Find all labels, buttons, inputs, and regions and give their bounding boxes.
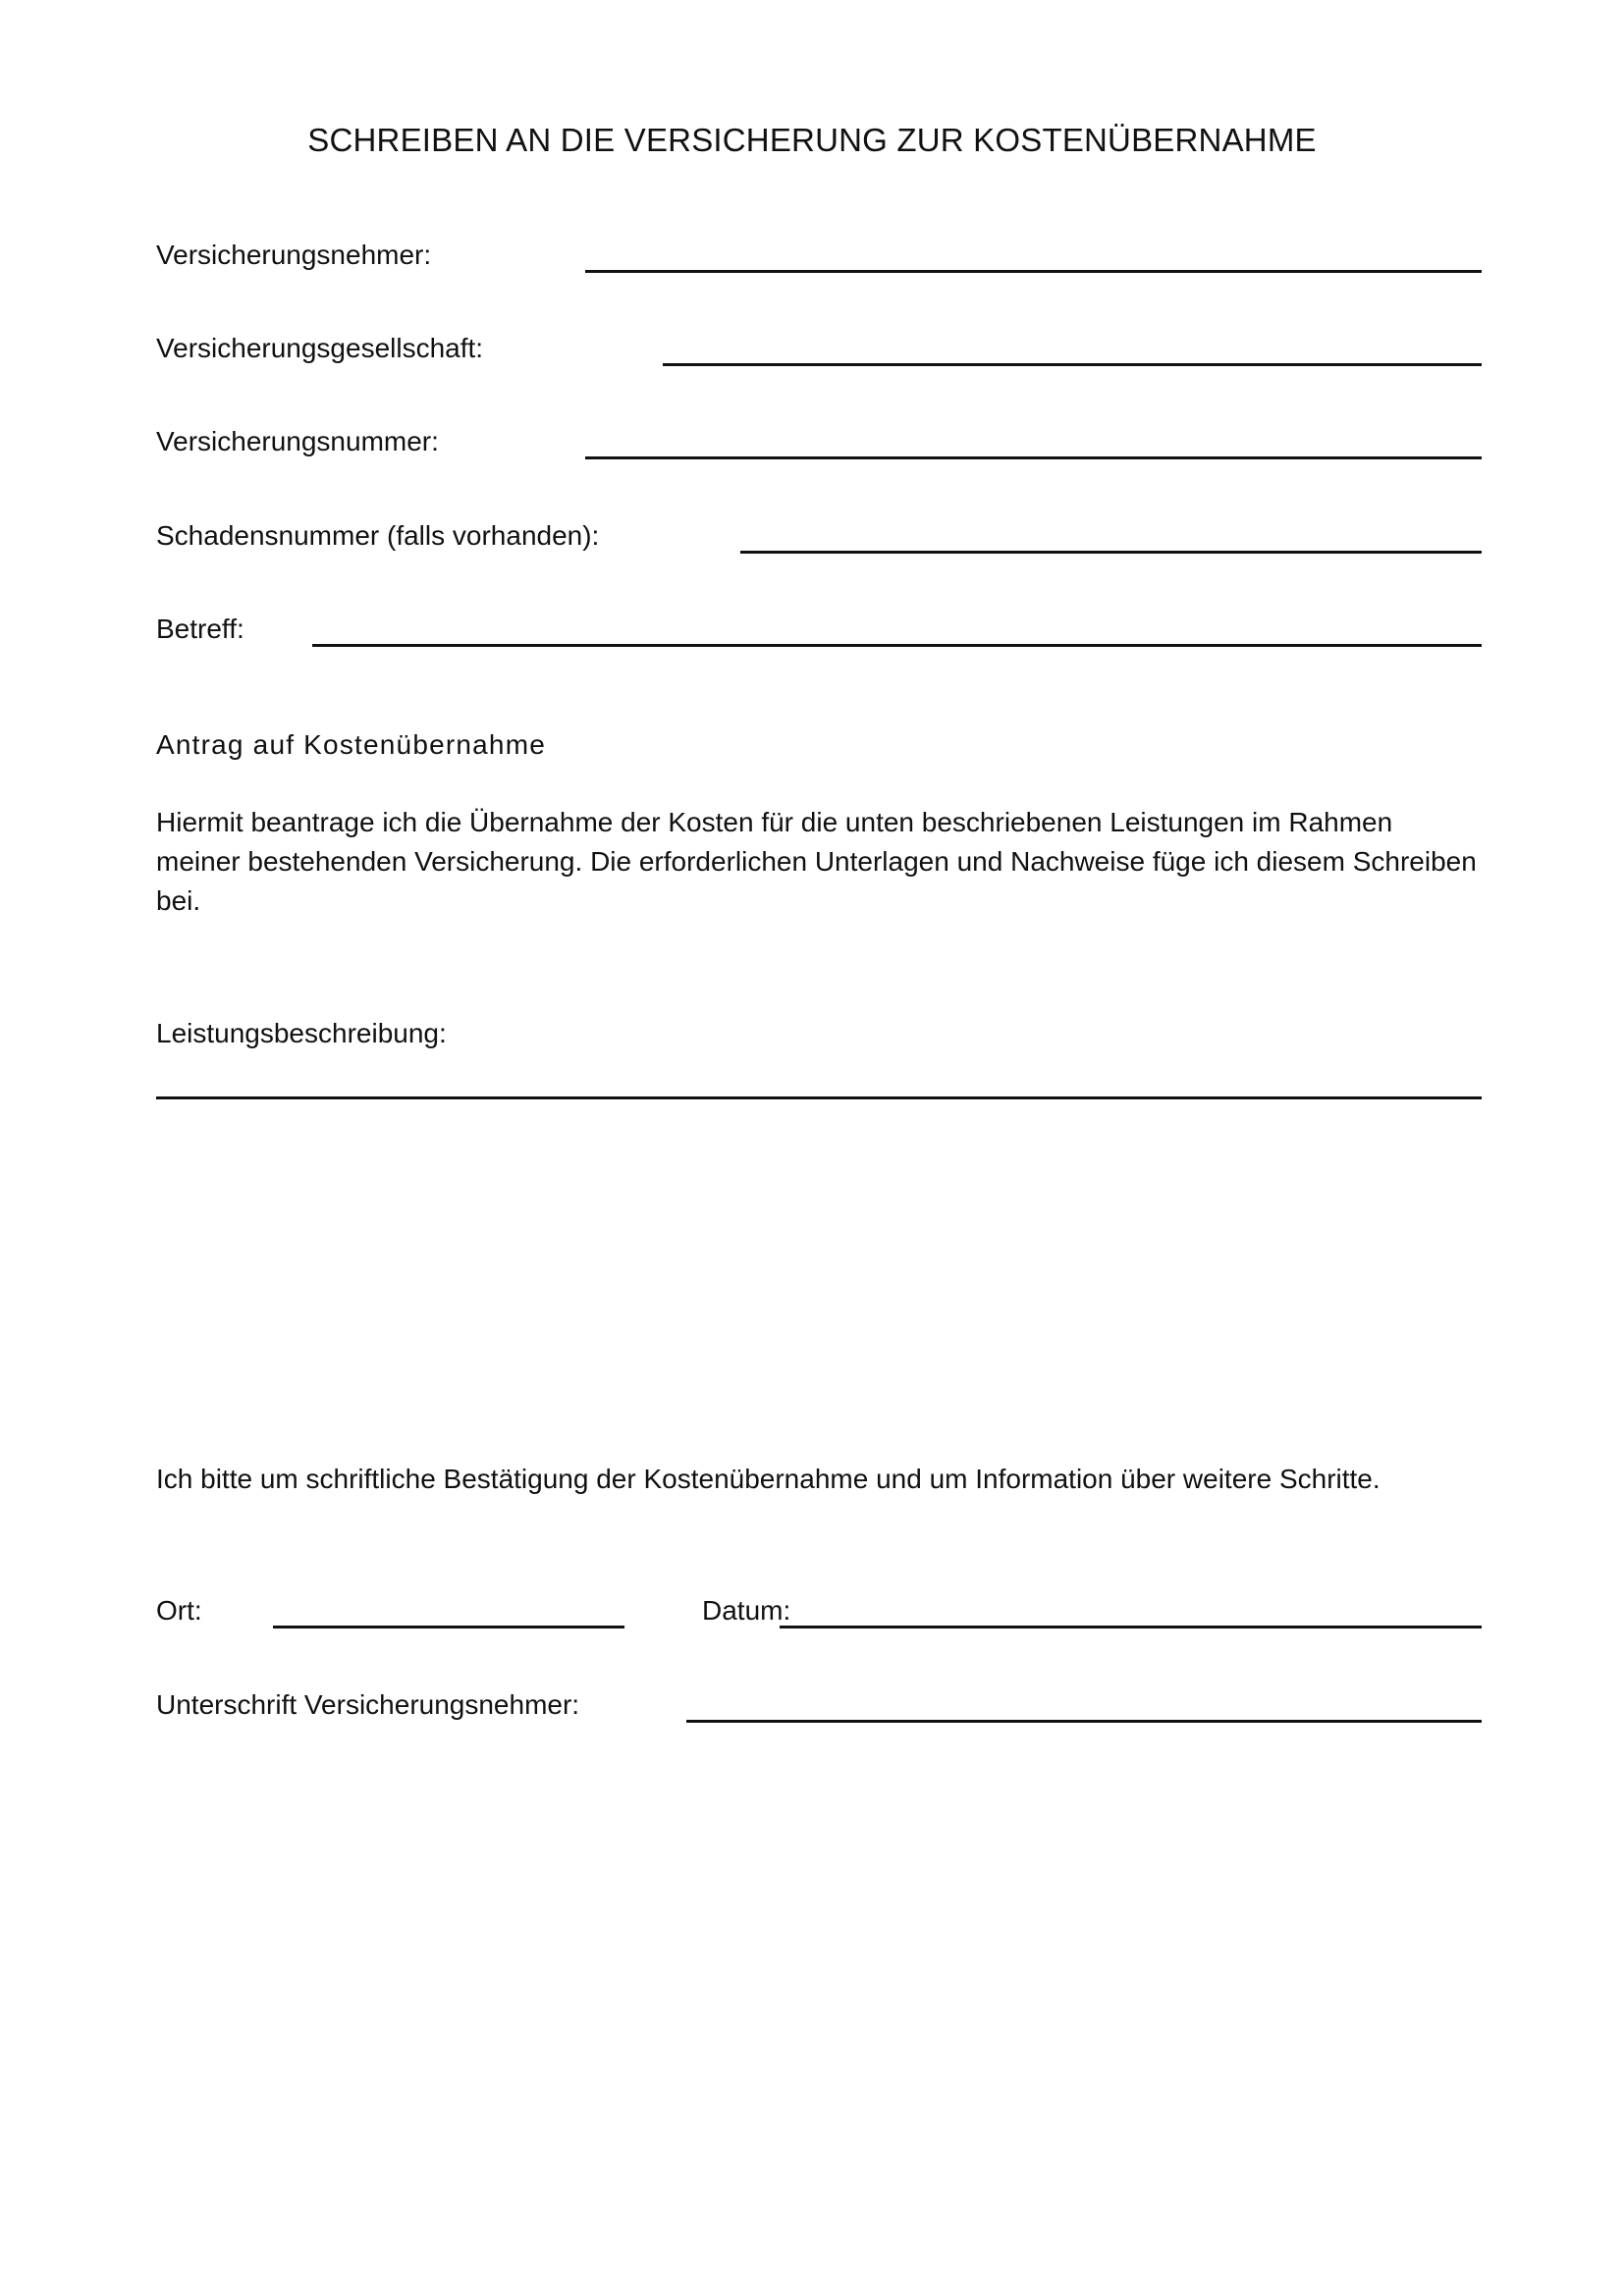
schadensnummer-field[interactable]: [740, 551, 1482, 554]
betreff-label: Betreff:: [156, 614, 244, 644]
versicherungsnummer-label: Versicherungsnummer:: [156, 426, 439, 456]
schadensnummer-label: Schadensnummer (falls vorhanden):: [156, 520, 600, 551]
unterschrift-label: Unterschrift Versicherungsnehmer:: [156, 1689, 580, 1720]
document-title: SCHREIBEN AN DIE VERSICHERUNG ZUR KOSTENÜBERNAHME: [307, 122, 1317, 158]
versicherungsnummer-field[interactable]: [585, 456, 1482, 459]
versicherungsnehmer-label: Versicherungsnehmer:: [156, 240, 432, 270]
leistungsbeschreibung-label: Leistungsbeschreibung:: [156, 1018, 447, 1048]
versicherungsgesellschaft-label: Versicherungsgesellschaft:: [156, 333, 484, 363]
datum-field[interactable]: [780, 1626, 1482, 1629]
closing-sentence: Ich bitte um schriftliche Bestätigung der Kostenübernahme und um Information über weitere Schritte.: [156, 1464, 1380, 1494]
leistungsbeschreibung-field[interactable]: [156, 1096, 1482, 1099]
ort-field[interactable]: [273, 1626, 624, 1629]
datum-label: Datum:: [702, 1595, 791, 1626]
unterschrift-field[interactable]: [686, 1720, 1482, 1723]
section-heading: Antrag auf Kostenübernahme: [156, 729, 547, 760]
versicherungsgesellschaft-field[interactable]: [663, 363, 1482, 366]
intro-paragraph: Hiermit beantrage ich die Übernahme der Kosten für die unten beschriebenen Leistungen im Rahmen meiner bestehenden Versicherung. Die erforderlichen Unterlagen und Nachweise füge ich diesem Schreiben bei.: [156, 807, 1477, 916]
ort-label: Ort:: [156, 1595, 202, 1626]
versicherungsnehmer-field[interactable]: [585, 270, 1482, 273]
betreff-field[interactable]: [312, 644, 1482, 647]
